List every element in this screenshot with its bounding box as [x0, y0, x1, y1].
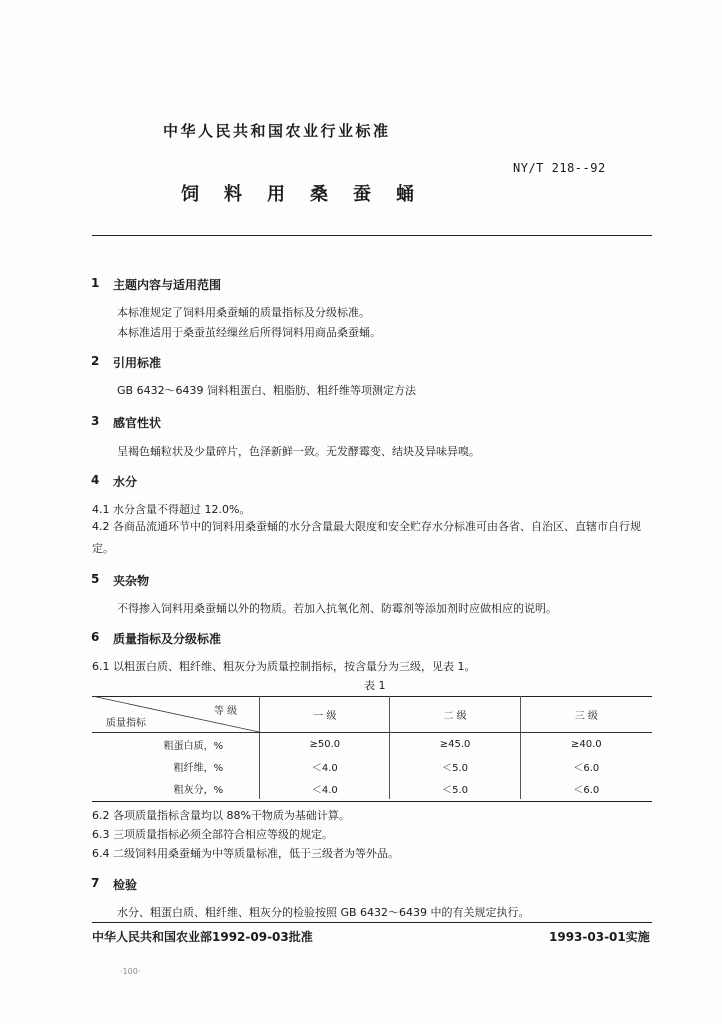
row-label-crude-ash: 粗灰分，%	[173, 784, 224, 796]
table-row	[92, 733, 652, 756]
issuer-heading: 中华人民共和国农业行业标准	[163, 122, 391, 140]
section-6-number: 6	[91, 630, 100, 644]
corner-label-grade: 等 级	[213, 706, 238, 717]
section-2-para-1: GB 6432～6439 饲料粗蛋白、粗脂肪、粗纤维等项测定方法	[117, 384, 417, 397]
table-row	[92, 755, 652, 777]
grade-header-3: 三 级	[520, 696, 652, 733]
corner-label-indicator: 质量指标	[106, 718, 146, 729]
table-cell: ≥45.0	[390, 733, 520, 756]
section-6-title: 质量指标及分级标准	[113, 632, 222, 646]
section-5-para-1: 不得掺入饲料用桑蚕蛹以外的物质。若加入抗氧化剂、防霉剂等添加剂时应做相应的说明。	[117, 602, 557, 615]
table-corner-cell	[92, 696, 260, 733]
clause-4-1: 4.1 水分含量不得超过 12.0%。	[92, 503, 251, 516]
clause-4-2: 4.2 各商品流通环节中的饲料用桑蚕蛹的水分含量最大限度和安全贮存水分标准可由各省、自治区、直辖市自行规定。	[92, 520, 641, 555]
clause-6-4: 6.4 二级饲料用桑蚕蛹为中等质量标准，低于三级者为等外品。	[92, 847, 399, 860]
section-3-number: 3	[91, 414, 100, 428]
section-2-title: 引用标准	[113, 356, 162, 370]
footer-rule	[92, 922, 652, 923]
grade-header-2: 二 级	[390, 696, 520, 733]
document-title: 饲料用桑蚕蛹	[181, 184, 439, 205]
table-caption: 表 1	[364, 679, 386, 692]
section-1-para-2: 本标准适用于桑蚕茧经缫丝后所得饲料用商品桑蚕蛹。	[117, 326, 381, 339]
approval-date: 中华人民共和国农业部1992-09-03批准	[92, 930, 313, 944]
table-cell: ＜5.0	[390, 777, 520, 799]
section-5-title: 夹杂物	[113, 574, 150, 588]
table-cell: ＜6.0	[520, 777, 652, 799]
table-cell: ＜6.0	[520, 755, 652, 777]
table-cell: ≥40.0	[520, 733, 652, 756]
clause-6-1: 6.1 以粗蛋白质、粗纤维、粗灰分为质量控制指标，按含量分为三级，见表 1。	[92, 660, 476, 673]
clause-6-2: 6.2 各项质量指标含量均以 88%干物质为基础计算。	[92, 809, 350, 822]
section-4-number: 4	[91, 473, 100, 487]
section-7-title: 检验	[113, 878, 138, 892]
effective-date: 1993-03-01实施	[549, 930, 650, 944]
header-rule	[92, 235, 652, 236]
table-bottom-rule	[92, 801, 652, 802]
table-cell: ≥50.0	[260, 733, 390, 756]
clause-6-3: 6.3 三项质量指标必须全部符合相应等级的规定。	[92, 828, 333, 841]
table-header-row	[92, 696, 652, 733]
section-1-para-1: 本标准规定了饲料用桑蚕蛹的质量指标及分级标准。	[117, 306, 370, 319]
section-2-number: 2	[91, 354, 100, 368]
grade-header-1: 一 级	[260, 696, 390, 733]
table-row	[92, 777, 652, 799]
page-number: ·100·	[120, 967, 141, 976]
section-1-number: 1	[91, 276, 100, 290]
section-7-number: 7	[91, 876, 100, 890]
standard-code: NY/T 218--92	[513, 161, 606, 175]
quality-grade-table	[92, 696, 652, 799]
section-4-title: 水分	[113, 475, 138, 489]
table-cell: ＜5.0	[390, 755, 520, 777]
section-5-number: 5	[91, 572, 100, 586]
section-1-title: 主题内容与适用范围	[113, 278, 222, 292]
row-label-crude-fiber: 粗纤维，%	[173, 762, 224, 774]
table-cell: ＜4.0	[260, 755, 390, 777]
row-label-crude-protein: 粗蛋白质，%	[163, 740, 224, 752]
section-3-para-1: 呈褐色蛹粒状及少量碎片，色泽新鲜一致。无发酵霉变、结块及异味异嗅。	[117, 445, 480, 458]
table-cell: ＜4.0	[260, 777, 390, 799]
section-7-para-1: 水分、粗蛋白质、粗纤维、粗灰分的检验按照 GB 6432～6439 中的有关规定执行。	[117, 906, 530, 919]
section-3-title: 感官性状	[113, 416, 162, 430]
